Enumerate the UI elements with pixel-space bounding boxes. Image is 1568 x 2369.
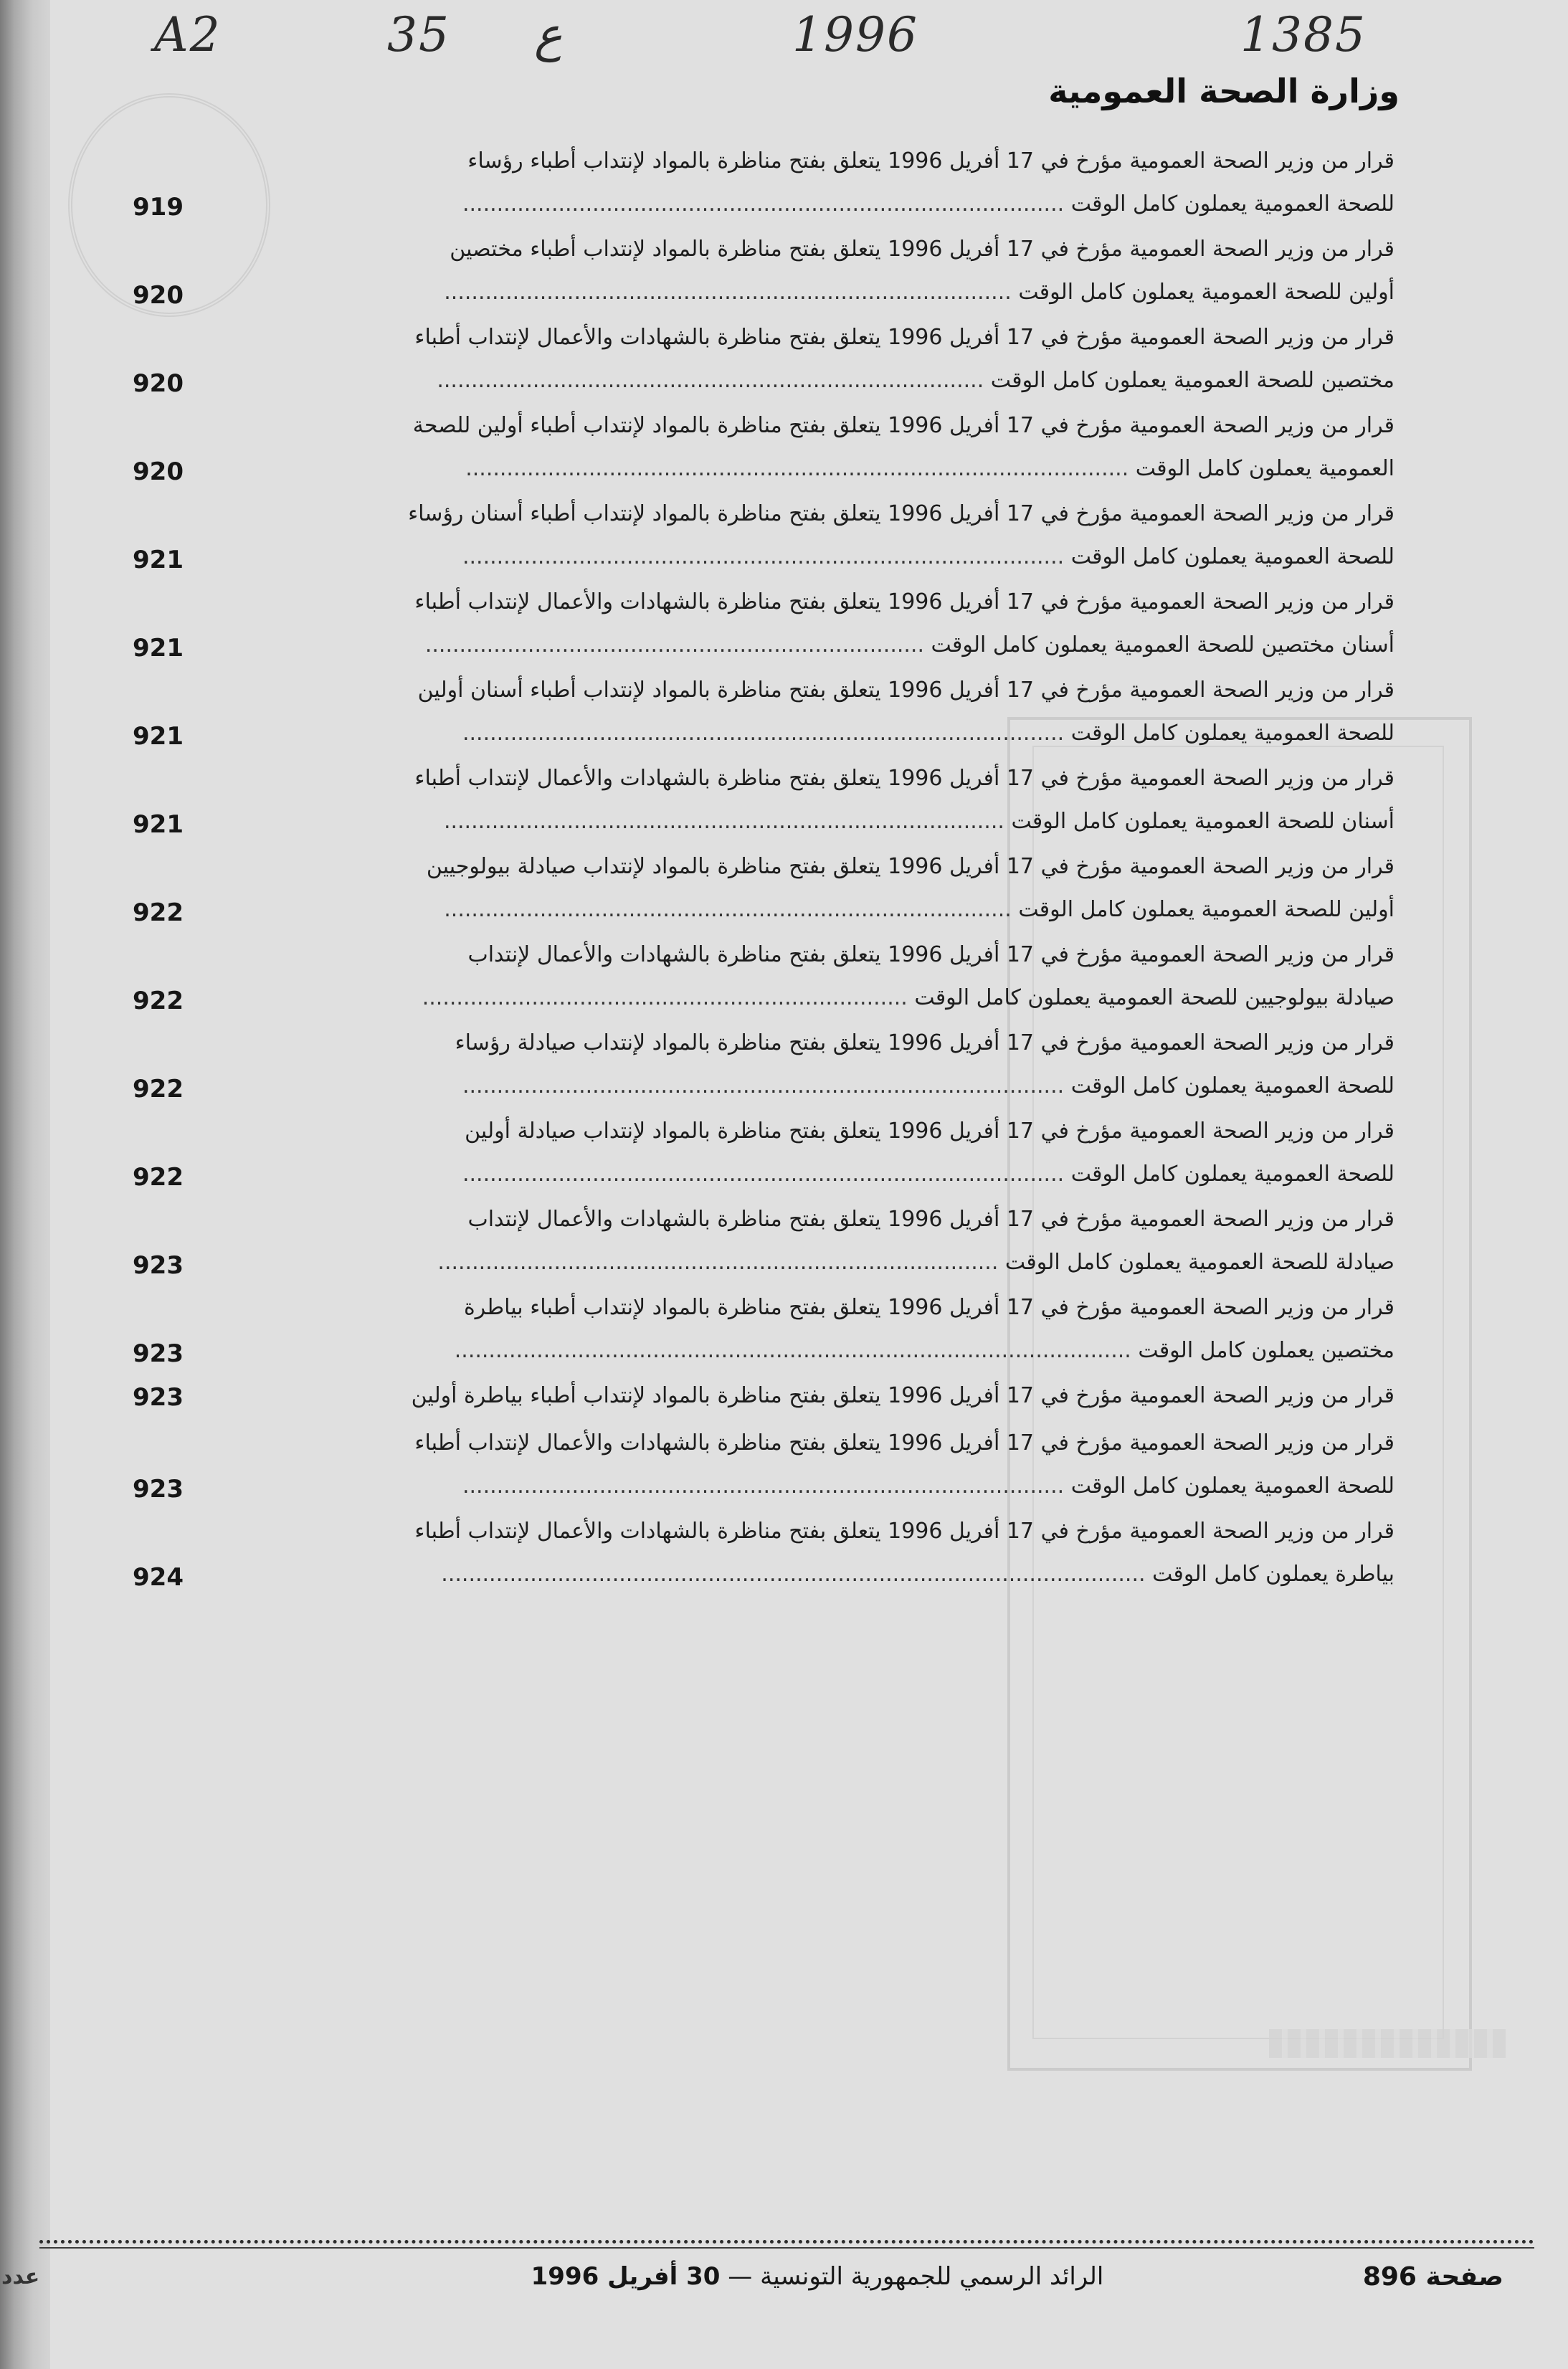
gazette-date: 30 أفريل 1996: [531, 2262, 721, 2291]
toc-entry-page: 921: [133, 634, 184, 663]
handwritten-note-number: 1385: [1240, 7, 1367, 62]
leader-dots: ........................................................................................: [462, 1162, 1065, 1187]
toc-entry-page: 920: [133, 369, 184, 398]
toc-entry-line2: صيادلة بيولوجيين للصحة العمومية يعملون كامل الوقت: [914, 985, 1394, 1010]
handwritten-note-c: ع: [534, 7, 563, 62]
toc-entry: [133, 1198, 1394, 1284]
toc-entry-text: [255, 1022, 1394, 1108]
footer-edge-text: عدد: [1, 2264, 40, 2289]
toc-entry-page: 923: [133, 1339, 184, 1368]
toc-entry-text: [255, 1375, 1394, 1418]
leader-dots: .................................................................................................: [465, 456, 1129, 481]
toc-entry: [133, 845, 1394, 931]
toc-entry-text: [255, 1110, 1394, 1196]
toc-entry-text: [255, 404, 1394, 490]
leader-dots: ........................................................................................: [462, 1073, 1065, 1098]
footer-dotted-rule: [39, 2240, 1534, 2244]
toc-entry: [133, 228, 1394, 314]
leader-dots: .........................................................................: [424, 632, 924, 657]
toc-entry-line1: قرار من وزير الصحة العمومية مؤرخ في 17 أفريل 1996 يتعلق بفتح مناظرة بالمواد لإنتداب أطباء بياطرة أولين: [411, 1383, 1394, 1408]
toc-entry-text: [255, 1510, 1394, 1596]
gazette-separator: —: [728, 2262, 753, 2291]
toc-entry-line1: قرار من وزير الصحة العمومية مؤرخ في 17 أفريل 1996 يتعلق بفتح مناظرة بالشهادات والأعمال لإنتداب أطباء: [414, 325, 1394, 350]
toc-entry-text: [255, 845, 1394, 931]
ministry-heading: وزارة الصحة العمومية: [1048, 72, 1400, 110]
toc-entry-line1: قرار من وزير الصحة العمومية مؤرخ في 17 أفريل 1996 يتعلق بفتح مناظرة بالشهادات والأعمال لإنتداب: [467, 942, 1394, 967]
toc-entry-page: 919: [133, 193, 184, 222]
toc-entry-line2: العمومية يعملون كامل الوقت: [1135, 456, 1394, 481]
toc-entry-line2: للصحة العمومية يعملون كامل الوقت: [1070, 1473, 1394, 1499]
toc-entry: [133, 1110, 1394, 1196]
toc-entry-page: 922: [133, 987, 184, 1015]
toc-entry-line1: قرار من وزير الصحة العمومية مؤرخ في 17 أفريل 1996 يتعلق بفتح مناظرة بالمواد لإنتداب أطباء رؤساء: [467, 148, 1394, 174]
leader-dots: ...................................................................................: [444, 897, 1012, 922]
leader-dots: ..................................................................................: [443, 809, 1004, 834]
toc-entry-line1: قرار من وزير الصحة العمومية مؤرخ في 17 أفريل 1996 يتعلق بفتح مناظرة بالمواد لإنتداب صيادلة بيولوجيين: [426, 854, 1394, 879]
toc-entry-page: 922: [133, 1075, 184, 1103]
toc-entry-text: [255, 493, 1394, 579]
handwritten-note-a: A2: [154, 7, 222, 62]
leader-dots: ........................................................................................: [462, 544, 1065, 569]
toc-entry-page: 921: [133, 722, 184, 751]
toc-entry-page: 923: [133, 1475, 184, 1504]
toc-entry-text: [255, 669, 1394, 755]
toc-entry-line1: قرار من وزير الصحة العمومية مؤرخ في 17 أفريل 1996 يتعلق بفتح مناظرة بالمواد لإنتداب أطباء أسنان أولين: [417, 678, 1394, 703]
footer-solid-rule: [39, 2247, 1534, 2249]
handwritten-note-b: 35: [387, 7, 450, 62]
toc-entry: [133, 404, 1394, 490]
toc-entry-line1: قرار من وزير الصحة العمومية مؤرخ في 17 أفريل 1996 يتعلق بفتح مناظرة بالمواد لإنتداب أطباء أسنان رؤساء: [408, 501, 1394, 526]
toc-entry-line1: قرار من وزير الصحة العمومية مؤرخ في 17 أفريل 1996 يتعلق بفتح مناظرة بالشهادات والأعمال لإنتداب أطباء: [414, 766, 1394, 791]
toc-entry: [133, 934, 1394, 1020]
toc-entry: [133, 757, 1394, 843]
toc-entry-line2: أسنان مختصين للصحة العمومية يعملون كامل الوقت: [931, 632, 1394, 657]
leader-dots: ................................................................................: [437, 368, 984, 393]
toc-entry-line2: أولين للصحة العمومية يعملون كامل الوقت: [1018, 897, 1394, 922]
bleed-through-heading: [1269, 2029, 1506, 2058]
toc-entry-line1: قرار من وزير الصحة العمومية مؤرخ في 17 أفريل 1996 يتعلق بفتح مناظرة بالشهادات والأعمال لإنتداب: [467, 1207, 1394, 1232]
footer-gazette-title: [495, 2262, 1140, 2291]
toc-entry: [133, 581, 1394, 667]
toc-entry-line2: للصحة العمومية يعملون كامل الوقت: [1070, 544, 1394, 569]
toc-entry-line1: قرار من وزير الصحة العمومية مؤرخ في 17 أفريل 1996 يتعلق بفتح مناظرة بالمواد لإنتداب صيادلة أولين: [465, 1119, 1394, 1144]
leader-dots: ........................................................................................: [462, 1473, 1065, 1499]
toc-entry-line2: صيادلة للصحة العمومية يعملون كامل الوقت: [1004, 1250, 1394, 1275]
toc-entry-line1: قرار من وزير الصحة العمومية مؤرخ في 17 أفريل 1996 يتعلق بفتح مناظرة بالمواد لإنتداب صيادلة رؤساء: [455, 1030, 1394, 1055]
toc-entry-line2: أولين للصحة العمومية يعملون كامل الوقت: [1018, 280, 1394, 305]
toc-entry-text: [255, 228, 1394, 314]
toc-entry: [133, 493, 1394, 579]
toc-entry-line2: للصحة العمومية يعملون كامل الوقت: [1070, 1073, 1394, 1098]
toc-entry-page: 921: [133, 546, 184, 574]
leader-dots: .......................................................................................................: [441, 1562, 1146, 1587]
toc-entry-page: 924: [133, 1563, 184, 1592]
toc-entry-page: 923: [133, 1383, 184, 1412]
toc-entry-line1: قرار من وزير الصحة العمومية مؤرخ في 17 أفريل 1996 يتعلق بفتح مناظرة بالمواد لإنتداب أطباء بياطرة: [463, 1295, 1394, 1320]
toc-entry-text: [255, 1198, 1394, 1284]
toc-entry: [133, 669, 1394, 755]
toc-entry-text: [255, 757, 1394, 843]
toc-entry: [133, 1022, 1394, 1108]
toc-entry-line1: قرار من وزير الصحة العمومية مؤرخ في 17 أفريل 1996 يتعلق بفتح مناظرة بالشهادات والأعمال لإنتداب أطباء: [414, 1430, 1394, 1456]
leader-dots: ........................................................................................: [462, 721, 1065, 746]
toc-entry-line2: بياطرة يعملون كامل الوقت: [1152, 1562, 1394, 1587]
toc-entry-line2: للصحة العمومية يعملون كامل الوقت: [1070, 191, 1394, 217]
leader-dots: ...................................................................................................: [454, 1338, 1131, 1363]
footer-page-number: صفحة 896: [1362, 2262, 1503, 2292]
leader-dots: ...................................................................................: [444, 280, 1012, 305]
toc-entry-line1: قرار من وزير الصحة العمومية مؤرخ في 17 أفريل 1996 يتعلق بفتح مناظرة بالشهادات والأعمال لإنتداب أطباء: [414, 1519, 1394, 1544]
toc-entry-line1: قرار من وزير الصحة العمومية مؤرخ في 17 أفريل 1996 يتعلق بفتح مناظرة بالمواد لإنتداب أطباء أولين للصحة: [412, 413, 1394, 438]
toc-entry-text: [255, 581, 1394, 667]
toc-entry-line2: مختصين للصحة العمومية يعملون كامل الوقت: [990, 368, 1394, 393]
toc-entry-page: 923: [133, 1251, 184, 1280]
toc-entry-text: [255, 140, 1394, 226]
toc-entry-page: 921: [133, 810, 184, 839]
toc-entry-page: 922: [133, 898, 184, 927]
toc-entry-line2: للصحة العمومية يعملون كامل الوقت: [1070, 721, 1394, 746]
toc-entry-line2: للصحة العمومية يعملون كامل الوقت: [1070, 1162, 1394, 1187]
toc-entry: [133, 1422, 1394, 1508]
toc-entry-line1: قرار من وزير الصحة العمومية مؤرخ في 17 أفريل 1996 يتعلق بفتح مناظرة بالشهادات والأعمال لإنتداب أطباء: [414, 589, 1394, 614]
toc-entry-page: 922: [133, 1163, 184, 1192]
toc-entry-text: [255, 1286, 1394, 1372]
toc-entry: [133, 316, 1394, 402]
toc-entry-text: [255, 316, 1394, 402]
toc-entry-line1: قرار من وزير الصحة العمومية مؤرخ في 17 أفريل 1996 يتعلق بفتح مناظرة بالمواد لإنتداب أطباء مختصين: [450, 237, 1394, 262]
toc-entry-text: [255, 1422, 1394, 1508]
leader-dots: ..................................................................................: [437, 1250, 999, 1275]
toc-entry: [133, 140, 1394, 226]
toc-entry: [133, 1510, 1394, 1596]
toc-entry-line2: مختصين يعملون كامل الوقت: [1138, 1338, 1394, 1363]
leader-dots: ........................................................................................: [462, 191, 1065, 217]
table-of-contents: [133, 140, 1394, 1598]
toc-entry-text: [255, 934, 1394, 1020]
leader-dots: .......................................................................: [422, 985, 908, 1010]
toc-entry-page: 920: [133, 281, 184, 310]
toc-entry-page: 920: [133, 457, 184, 486]
handwritten-note-year: 1996: [792, 7, 918, 62]
toc-entry: [133, 1286, 1394, 1372]
gazette-name: الرائد الرسمي للجمهورية التونسية: [760, 2262, 1104, 2291]
toc-entry: [133, 1375, 1394, 1418]
toc-entry-line2: أسنان للصحة العمومية يعملون كامل الوقت: [1011, 809, 1394, 834]
